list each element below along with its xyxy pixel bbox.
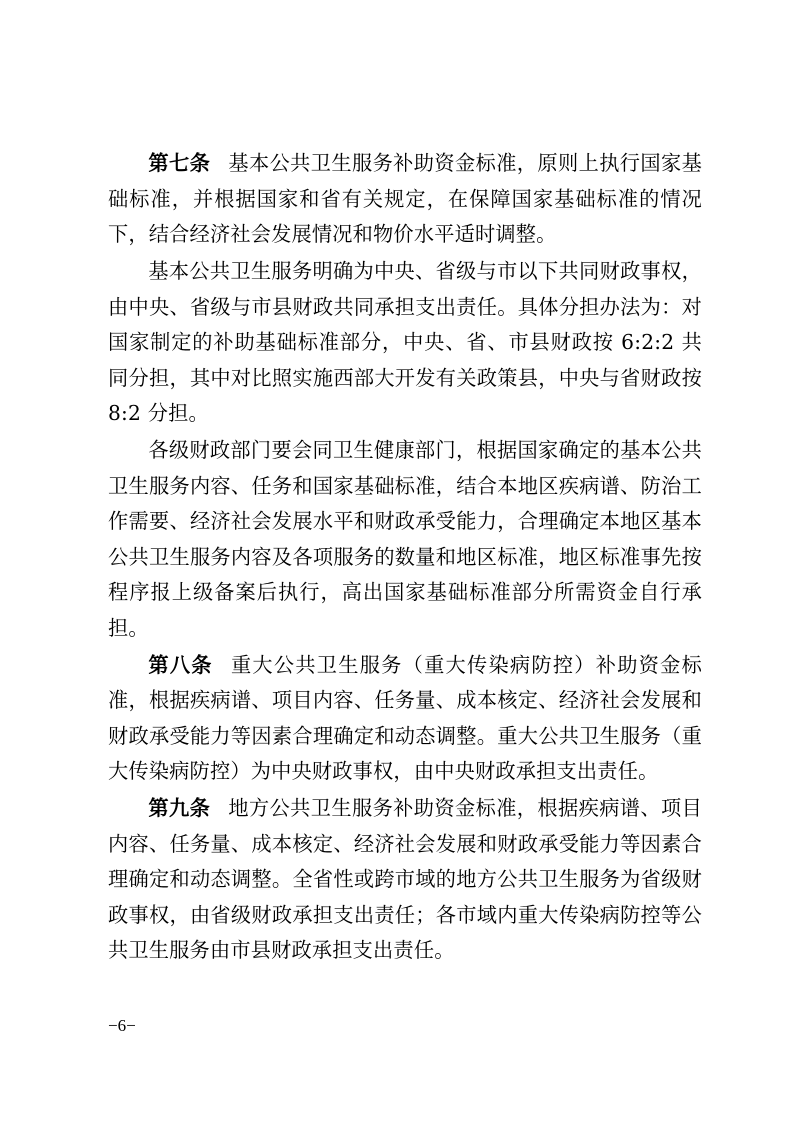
- article-8-heading: 第八条: [148, 652, 213, 677]
- page-number: −6−: [108, 1016, 136, 1035]
- paragraph-local-standards: [108, 433, 702, 646]
- paragraph-article-7: [108, 146, 702, 253]
- document-body: [108, 146, 702, 969]
- article-8-text: 重大公共卫生服务（重大传染病防控）补助资金标准，根据疾病谱、项目内容、任务量、成本核定、经济社会发展和财政承受能力等因素合理确定和动态调整。重大公共卫生服务（重大传染病防控）为中央财政事权，由中央财政承担支出责任。: [108, 652, 702, 783]
- cost-sharing-text: 基本公共卫生服务明确为中央、省级与市以下共同财政事权，由中央、省级与市县财政共同承担支出责任。具体分担办法为：对国家制定的补助基础标准部分，中央、省、市县财政按 6:2:2 共同分担，其中对比照实施西部大开发有关政策县，中央与省财政按 8:2 分担。: [108, 259, 702, 425]
- article-9-heading: 第九条: [148, 796, 211, 820]
- paragraph-article-8: [108, 648, 702, 790]
- local-standards-text: 各级财政部门要会同卫生健康部门，根据国家确定的基本公共卫生服务内容、任务和国家基础标准，结合本地区疾病谱、防治工作需要、经济社会发展水平和财政承受能力，合理确定本地区基本公共卫生服务内容及各项服务的数量和地区标准，地区标准事先按程序报上级备案后执行，高出国家基础标准部分所需资金自行承担。: [108, 438, 702, 640]
- article-7-heading: 第七条: [148, 151, 211, 175]
- article-9-text: 地方公共卫生服务补助资金标准，根据疾病谱、项目内容、任务量、成本核定、经济社会发展和财政承受能力等因素合理确定和动态调整。全省性或跨市域的地方公共卫生服务为省级财政事权，由省级财政承担支出责任；各市域内重大传染病防控等公共卫生服务由市县财政承担支出责任。: [108, 796, 702, 962]
- paragraph-cost-sharing: [108, 254, 702, 432]
- article-7-text: 基本公共卫生服务补助资金标准，原则上执行国家基础标准，并根据国家和省有关规定，在保障国家基础标准的情况下，结合经济社会发展情况和物价水平适时调整。: [108, 151, 702, 246]
- paragraph-article-9: [108, 791, 702, 969]
